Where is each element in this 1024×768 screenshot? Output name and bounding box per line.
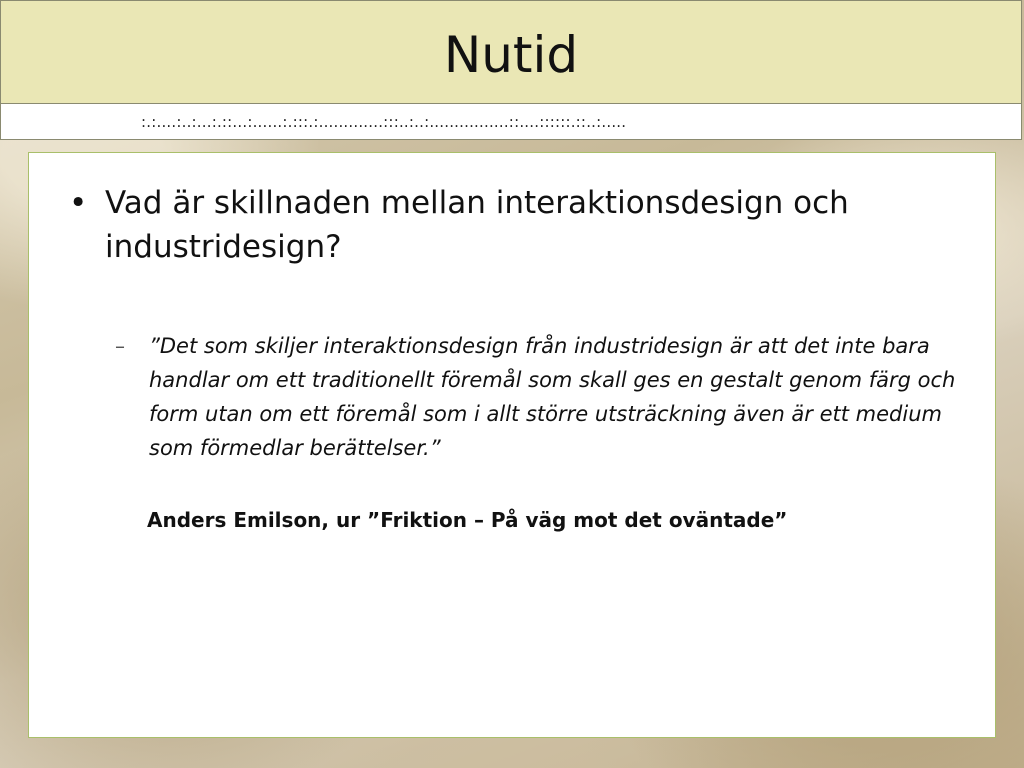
content-panel [28,152,996,738]
quote-text: ”Det som skiljer interaktionsdesign från industridesign är att det inte bara handlar om ett traditionellt föremål som skall ges en gestalt genom färg och form utan om ett föremål som i allt större utsträckning även är ett medium som förmedlar berättelser.” [149,334,956,460]
slide-header [0,0,1022,104]
slide-title: Nutid [443,26,579,84]
dash-icon: – [115,334,125,358]
ruler-text: :.:....:..:...:.::...:......:.:::.:.............:::..:..:................::....::::::.::..:..... [141,113,627,131]
quote-attribution: Anders Emilson, ur ”Friktion – På väg mot det oväntade” [147,508,788,532]
bullet-icon: • [69,185,88,221]
bullet-text: Vad är skillnaden mellan interaktionsdesign och industridesign? [105,185,849,265]
dotted-ruler-bar [0,104,1022,140]
